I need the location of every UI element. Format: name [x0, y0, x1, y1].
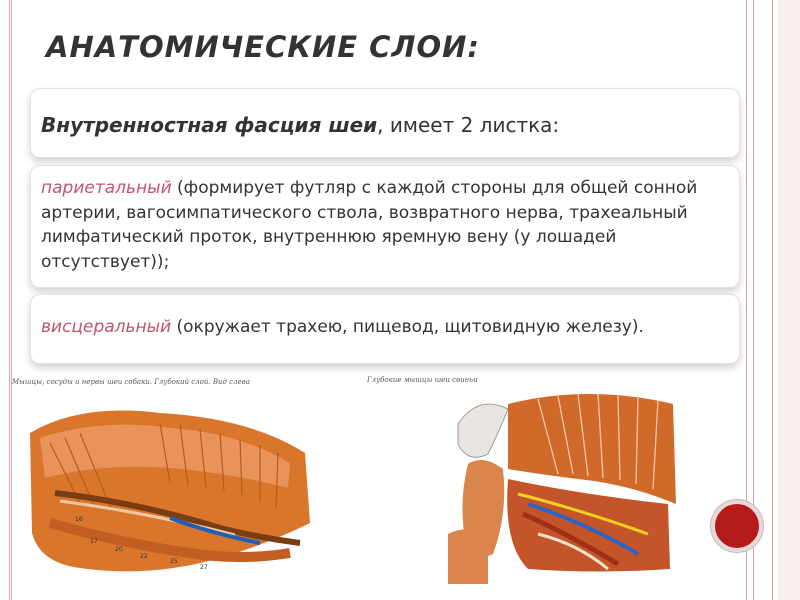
navigation-button[interactable] [711, 500, 763, 552]
visceral-text: (окружает трахею, пищевод, щитовидную железу). [171, 317, 644, 337]
parietal-box [30, 165, 740, 288]
svg-text:16: 16 [75, 516, 83, 523]
svg-text:20: 20 [115, 546, 123, 553]
svg-text:22: 22 [140, 553, 148, 560]
parietal-term: париетальный [41, 178, 172, 198]
svg-text:27: 27 [200, 564, 208, 571]
dog-neck-anatomy-image [20, 393, 316, 583]
pig-neck-anatomy-image [448, 384, 680, 584]
svg-text:25: 25 [170, 558, 178, 565]
right-border-strip [778, 0, 800, 600]
slide-title: АНАТОМИЧЕСКИЕ СЛОИ: [46, 30, 481, 64]
intro-rest: , имеет 2 листка: [377, 113, 560, 137]
parietal-text: (формирует футляр с каждой стороны для общей сонной артерии, вагосимпатического ствола, возвратного нерва, трахеальный лимфатический проток, внутреннюю яремную вену (у лошадей отсутствует)); [41, 178, 698, 272]
visceral-box [30, 294, 740, 364]
intro-lead: Внутренностная фасция шеи [41, 113, 378, 137]
figure-right-caption: Глубокие мышцы шеи свиньи [367, 376, 478, 384]
svg-text:17: 17 [90, 538, 98, 545]
figure-left-caption: Мышцы, сосуды и нервы шеи собаки. Глубокий слой. Вид слева [12, 378, 250, 386]
intro-box [30, 88, 740, 158]
left-frame-decoration [9, 0, 12, 600]
visceral-term: висцеральный [41, 317, 172, 337]
